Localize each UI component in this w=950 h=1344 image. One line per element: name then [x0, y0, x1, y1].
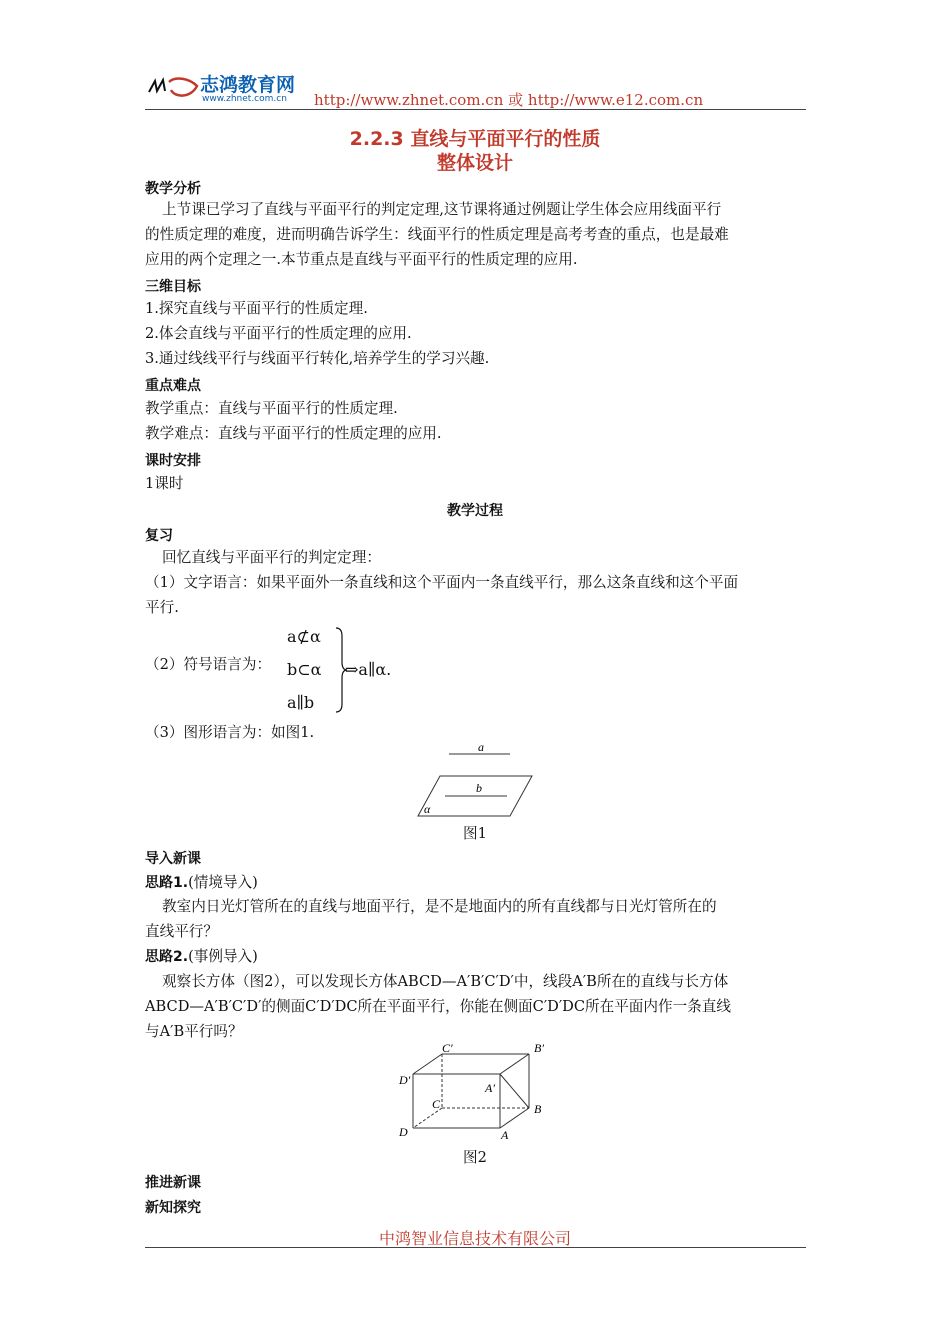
fig1-label-alpha: α: [424, 802, 431, 816]
review-intro: 回忆直线与平面平行的判定定理：: [162, 549, 381, 566]
doc-subtitle: 整体设计: [436, 152, 513, 174]
doc-title: 2.2.3 直线与平面平行的性质: [349, 128, 601, 150]
intro-heading: 导入新课: [145, 851, 201, 867]
analysis-para-3: 应用的两个定理之一.本节重点是直线与平面平行的性质定理的应用.: [145, 251, 578, 268]
logo-text: 志鸿教育网: [200, 74, 296, 96]
figure-2-cuboid-diagram: [396, 1040, 556, 1144]
goal-1: 1.探究直线与平面平行的性质定理.: [145, 300, 368, 317]
fig2-label-d1: D′: [399, 1073, 411, 1087]
fig2-label-a: A: [501, 1128, 509, 1142]
figure-1-caption: 图1: [463, 825, 487, 842]
idea-2-type: (事例导入): [188, 948, 258, 965]
footer-divider: [145, 1247, 806, 1248]
fig2-label-b: B: [534, 1102, 542, 1116]
symbol-line-1: a⊄α: [287, 627, 321, 646]
review-graph: （3）图形语言为：如图1.: [145, 724, 315, 741]
fig2-label-c1: C′: [442, 1041, 453, 1055]
goal-2: 2.体会直线与平面平行的性质定理的应用.: [145, 325, 412, 342]
idea-2-label: 思路2.: [145, 949, 189, 965]
fig1-label-b: b: [476, 781, 482, 795]
review-symbol-label: （2）符号语言为：: [145, 656, 272, 673]
figure-2-caption: 图2: [463, 1149, 487, 1166]
key-point-2: 教学难点：直线与平面平行的性质定理的应用.: [145, 425, 442, 442]
idea-2-para-2: ABCD—A′B′C′D′的侧面C′D′DC所在平面平行，你能在侧面C′D′DC所在平面内作一条直线: [145, 998, 731, 1015]
fig2-label-c: C: [432, 1097, 441, 1111]
fig2-label-b1: B′: [534, 1041, 544, 1055]
explore-heading: 新知探究: [145, 1200, 201, 1216]
idea-1-type: (情境导入): [188, 874, 258, 891]
key-point-1: 教学重点：直线与平面平行的性质定理.: [145, 400, 398, 417]
review-text-1: （1）文字语言：如果平面外一条直线和这个平面内一条直线平行，那么这条直线和这个平面: [145, 574, 739, 591]
analysis-para-2: 的性质定理的难度，进而明确告诉学生：线面平行的性质定理是高考考查的重点，也是最难: [145, 226, 729, 243]
review-heading: 复习: [145, 528, 173, 544]
idea-1-label: 思路1.: [145, 875, 189, 891]
analysis-heading: 教学分析: [145, 181, 201, 197]
symbol-result: ⇒a∥α.: [345, 660, 392, 679]
schedule-text: 1课时: [145, 475, 184, 492]
schedule-heading: 课时安排: [145, 453, 201, 469]
header-divider: [145, 109, 806, 110]
fig1-label-a: a: [478, 740, 484, 754]
process-heading: 教学过程: [447, 503, 503, 519]
analysis-para-1: 上节课已学习了直线与平面平行的判定定理,这节课将通过例题让学生体会应用线面平行: [162, 201, 722, 218]
header-links[interactable]: http://www.zhnet.com.cn 或 http://www.e12.com.cn: [314, 91, 704, 109]
fig2-label-a1: A′: [485, 1081, 495, 1095]
idea-1-para-2: 直线平行？: [145, 923, 218, 940]
idea-2-para-1: 观察长方体（图2），可以发现长方体ABCD—A′B′C′D′中，线段A′B所在的直线与长方体: [162, 973, 729, 990]
idea-2-para-3: 与A′B平行吗？: [145, 1023, 243, 1040]
review-text-2: 平行.: [145, 599, 179, 616]
symbol-line-2: b⊂α: [287, 660, 322, 679]
symbol-line-3: a∥b: [287, 693, 315, 712]
logo-swoosh-icon: [145, 72, 201, 102]
logo-url: www.zhnet.com.cn: [202, 94, 287, 104]
footer-company: 中鸿智业信息技术有限公司: [378, 1229, 571, 1248]
advance-heading: 推进新课: [145, 1175, 201, 1191]
fig2-label-d: D: [399, 1125, 408, 1139]
idea-1-para-1: 教室内日光灯管所在的直线与地面平行，是不是地面内的所有直线都与日光灯管所在的: [162, 898, 717, 915]
figure-1-plane-diagram: [410, 738, 540, 820]
key-heading: 重点难点: [145, 378, 201, 394]
goal-3: 3.通过线线平行与线面平行转化,培养学生的学习兴趣.: [145, 350, 490, 367]
goals-heading: 三维目标: [145, 279, 201, 295]
